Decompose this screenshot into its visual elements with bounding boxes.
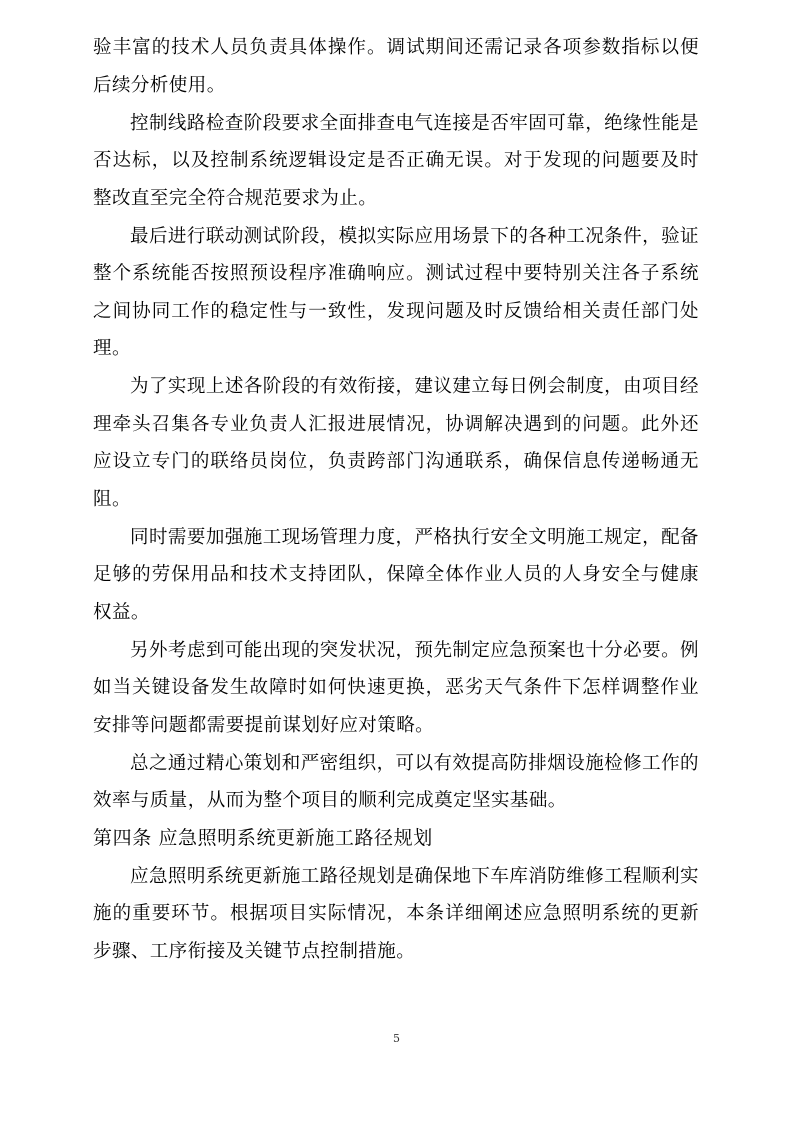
paragraph-continuation: 验丰富的技术人员负责具体操作。调试期间还需记录各项参数指标以便后续分析使用。 [93, 37, 699, 96]
paragraph-linkage-test: 最后进行联动测试阶段，模拟实际应用场景下的各种工况条件，验证整个系统能否按照预设程序准确响应。测试过程中要特别关注各子系统之间协同工作的稳定性与一致性，发现问题及时反馈给相关责任部门处理。 [93, 225, 699, 359]
paragraph-emergency-plan: 另外考虑到可能出现的突发状况，预先制定应急预案也十分必要。例如当关键设备发生故障时如何快速更换，恶劣天气条件下怎样调整作业安排等问题都需要提前谋划好应对策略。 [93, 639, 699, 736]
paragraph-daily-meeting: 为了实现上述各阶段的有效衔接，建议建立每日例会制度，由项目经理牵头召集各专业负责人汇报进展情况，协调解决遇到的问题。此外还应设立专门的联络员岗位，负责跨部门沟通联系，确保信息传递畅通无阻。 [93, 376, 699, 510]
paragraph-conclusion: 总之通过精心策划和严密组织，可以有效提高防排烟设施检修工作的效率与质量，从而为整个项目的顺利完成奠定坚实基础。 [93, 752, 699, 811]
page-number: 5 [393, 1032, 400, 1045]
paragraph-section-intro: 应急照明系统更新施工路径规划是确保地下车库消防维修工程顺利实施的重要环节。根据项目实际情况，本条详细阐述应急照明系统的更新步骤、工序衔接及关键节点控制措施。 [93, 865, 699, 962]
document-body [93, 29, 699, 971]
section-heading: 第四条 应急照明系统更新施工路径规划 [93, 827, 433, 849]
paragraph-site-management: 同时需要加强施工现场管理力度，严格执行安全文明施工规定，配备足够的劳保用品和技术支持团队，保障全体作业人员的人身安全与健康权益。 [93, 526, 699, 623]
paragraph-control-circuit-check: 控制线路检查阶段要求全面排查电气连接是否牢固可靠，绝缘性能是否达标，以及控制系统逻辑设定是否正确无误。对于发现的问题要及时整改直至完全符合规范要求为止。 [93, 112, 699, 209]
